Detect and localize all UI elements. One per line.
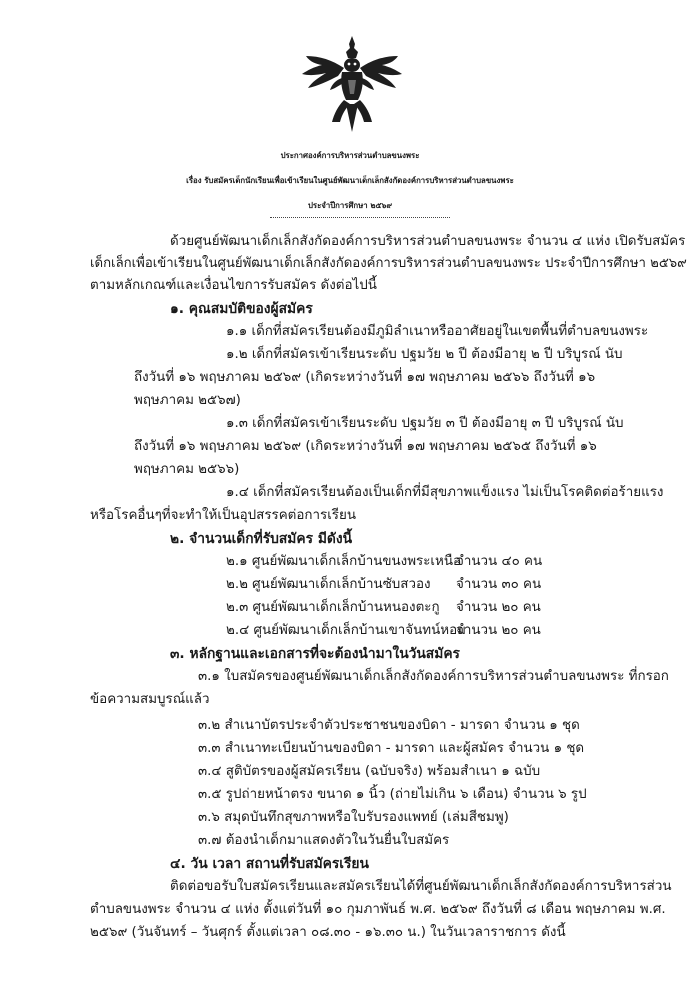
section-1-heading: ๑. คุณสมบัติของผู้สมัคร bbox=[170, 301, 313, 317]
section-1-item-2-cont: ถึงวันที่ ๑๖ พฤษภาคม ๒๕๖๙ (เกิดระหว่างวันที่ ๑๗ พฤษภาคม ๒๕๖๖ ถึงวันที่ ๑๖ bbox=[134, 370, 596, 385]
intro-line-3: ตามหลักเกณฑ์และเงื่อนไขการรับสมัคร ดังต่อไปนี้ bbox=[90, 278, 377, 293]
org-title: ประกาศองค์การบริหารส่วนตำบลขนงพระ bbox=[280, 151, 420, 160]
section-3-item-5: ๓.๕ รูปถ่ายหน้าตรง ขนาด ๑ นิ้ว (ถ่ายไม่เกิน ๖ เดือน) จำนวน ๖ รูป bbox=[198, 787, 587, 802]
section-4-line-2: ตำบลขนงพระ จำนวน ๔ แห่ง ตั้งแต่วันที่ ๑๐ กุมภาพันธ์ พ.ศ. ๒๕๖๙ ถึงวันที่ ๘ เดือน พฤษภาคม พ.ศ. bbox=[90, 902, 666, 917]
garuda-emblem-icon bbox=[298, 34, 406, 134]
section-3-item-2: ๓.๒ สำเนาบัตรประจำตัวประชาชนของบิดา - มารดา จำนวน ๑ ชุด bbox=[198, 718, 580, 733]
section-3-item-7: ๓.๗ ต้องนำเด็กมาแสดงตัวในวันยื่นใบสมัคร bbox=[198, 833, 450, 848]
section-1-item-1: ๑.๑ เด็กที่สมัครเรียนต้องมีภูมิลำเนาหรืออาศัยอยู่ในเขตพื้นที่ตำบลขนงพระ bbox=[226, 324, 649, 339]
section-3-item-1: ๓.๑ ใบสมัครของศูนย์พัฒนาเด็กเล็กสังกัดองค์การบริหารส่วนตำบลขนงพระ ที่กรอก bbox=[198, 669, 669, 684]
center-4-name: ๒.๔ ศูนย์พัฒนาเด็กเล็กบ้านเขาจันทน์หอม bbox=[226, 623, 466, 638]
section-1-item-2: ๑.๒ เด็กที่สมัครเข้าเรียนระดับ ปฐมวัย ๒ ปี ต้องมีอายุ ๒ ปี บริบูรณ์ นับ bbox=[226, 347, 623, 362]
section-1-item-3-cont: ถึงวันที่ ๑๖ พฤษภาคม ๒๕๖๙ (เกิดระหว่างวันที่ ๑๗ พฤษภาคม ๒๕๖๕ ถึงวันที่ ๑๖ bbox=[134, 439, 597, 454]
section-1-item-2-end: พฤษภาคม ๒๕๖๗) bbox=[134, 393, 241, 408]
section-1-item-4-cont: หรือโรคอื่นๆที่จะทำให้เป็นอุปสรรคต่อการเรียน bbox=[90, 508, 356, 523]
section-3-heading: ๓. หลักฐานและเอกสารที่จะต้องนำมาในวันสมัคร bbox=[170, 646, 460, 662]
subject-title: เรื่อง รับสมัครเด็กนักเรียนเพื่อเข้าเรียนในศูนย์พัฒนาเด็กเล็กสังกัดองค์การบริหารส่วนตำบลขนงพระ bbox=[186, 176, 514, 185]
section-3-item-6: ๓.๖ สมุดบันทึกสุขภาพหรือใบรับรองแพทย์ (เล่มสีชมพู) bbox=[198, 810, 509, 825]
intro-line-1: ด้วยศูนย์พัฒนาเด็กเล็กสังกัดองค์การบริหารส่วนตำบลขนงพระ จำนวน ๔ แห่ง เปิดรับสมัคร bbox=[170, 234, 686, 249]
section-1-item-3-end: พฤษภาคม ๒๕๖๖) bbox=[134, 462, 240, 477]
center-3-name: ๒.๓ ศูนย์พัฒนาเด็กเล็กบ้านหนองตะกู bbox=[226, 600, 440, 615]
section-3-item-4: ๓.๔ สูติบัตรของผู้สมัครเรียน (ฉบับจริง) พร้อมสำเนา ๑ ฉบับ bbox=[198, 764, 541, 779]
center-3-count: จำนวน ๒๐ คน bbox=[456, 600, 541, 615]
center-1-name: ๒.๑ ศูนย์พัฒนาเด็กเล็กบ้านขนงพระเหนือ bbox=[226, 554, 462, 569]
intro-line-2: เด็กเล็กเพื่อเข้าเรียนในศูนย์พัฒนาเด็กเล็กสังกัดองค์การบริหารส่วนตำบลขนงพระ ประจำปีการศึกษา ๒๕๖๙ bbox=[90, 256, 687, 271]
section-3-item-1-cont: ข้อความสมบูรณ์แล้ว bbox=[90, 692, 210, 707]
section-4-line-1: ติดต่อขอรับใบสมัครเรียนและสมัครเรียนได้ที่ศูนย์พัฒนาเด็กเล็กสังกัดองค์การบริหารส่วน bbox=[170, 879, 672, 894]
section-1-item-4: ๑.๔ เด็กที่สมัครเรียนต้องเป็นเด็กที่มีสุขภาพแข็งแรง ไม่เป็นโรคติดต่อร้ายแรง bbox=[226, 485, 664, 500]
academic-year-title: ประจำปีการศึกษา ๒๕๖๙ bbox=[307, 201, 393, 210]
center-2-name: ๒.๒ ศูนย์พัฒนาเด็กเล็กบ้านซับสวอง bbox=[226, 577, 431, 592]
center-4-count: จำนวน ๒๐ คน bbox=[456, 623, 541, 638]
center-2-count: จำนวน ๓๐ คน bbox=[456, 577, 542, 592]
section-4-heading: ๔. วัน เวลา สถานที่รับสมัครเรียน bbox=[170, 856, 369, 872]
section-3-item-3: ๓.๓ สำเนาทะเบียนบ้านของบิดา - มารดา และผู้สมัคร จำนวน ๑ ชุด bbox=[198, 741, 585, 756]
section-1-item-3: ๑.๓ เด็กที่สมัครเข้าเรียนระดับ ปฐมวัย ๓ ปี ต้องมีอายุ ๓ ปี บริบูรณ์ นับ bbox=[226, 416, 624, 431]
section-2-heading: ๒. จำนวนเด็กที่รับสมัคร มีดังนี้ bbox=[170, 531, 353, 547]
title-separator bbox=[270, 217, 450, 218]
section-4-line-3: ๒๕๖๙ (วันจันทร์ – วันศุกร์ ตั้งแต่เวลา ๐๘.๓๐ - ๑๖.๓๐ น.) ในวันเวลาราชการ ดังนี้ bbox=[90, 925, 566, 940]
center-1-count: จำนวน ๔๐ คน bbox=[456, 554, 543, 569]
